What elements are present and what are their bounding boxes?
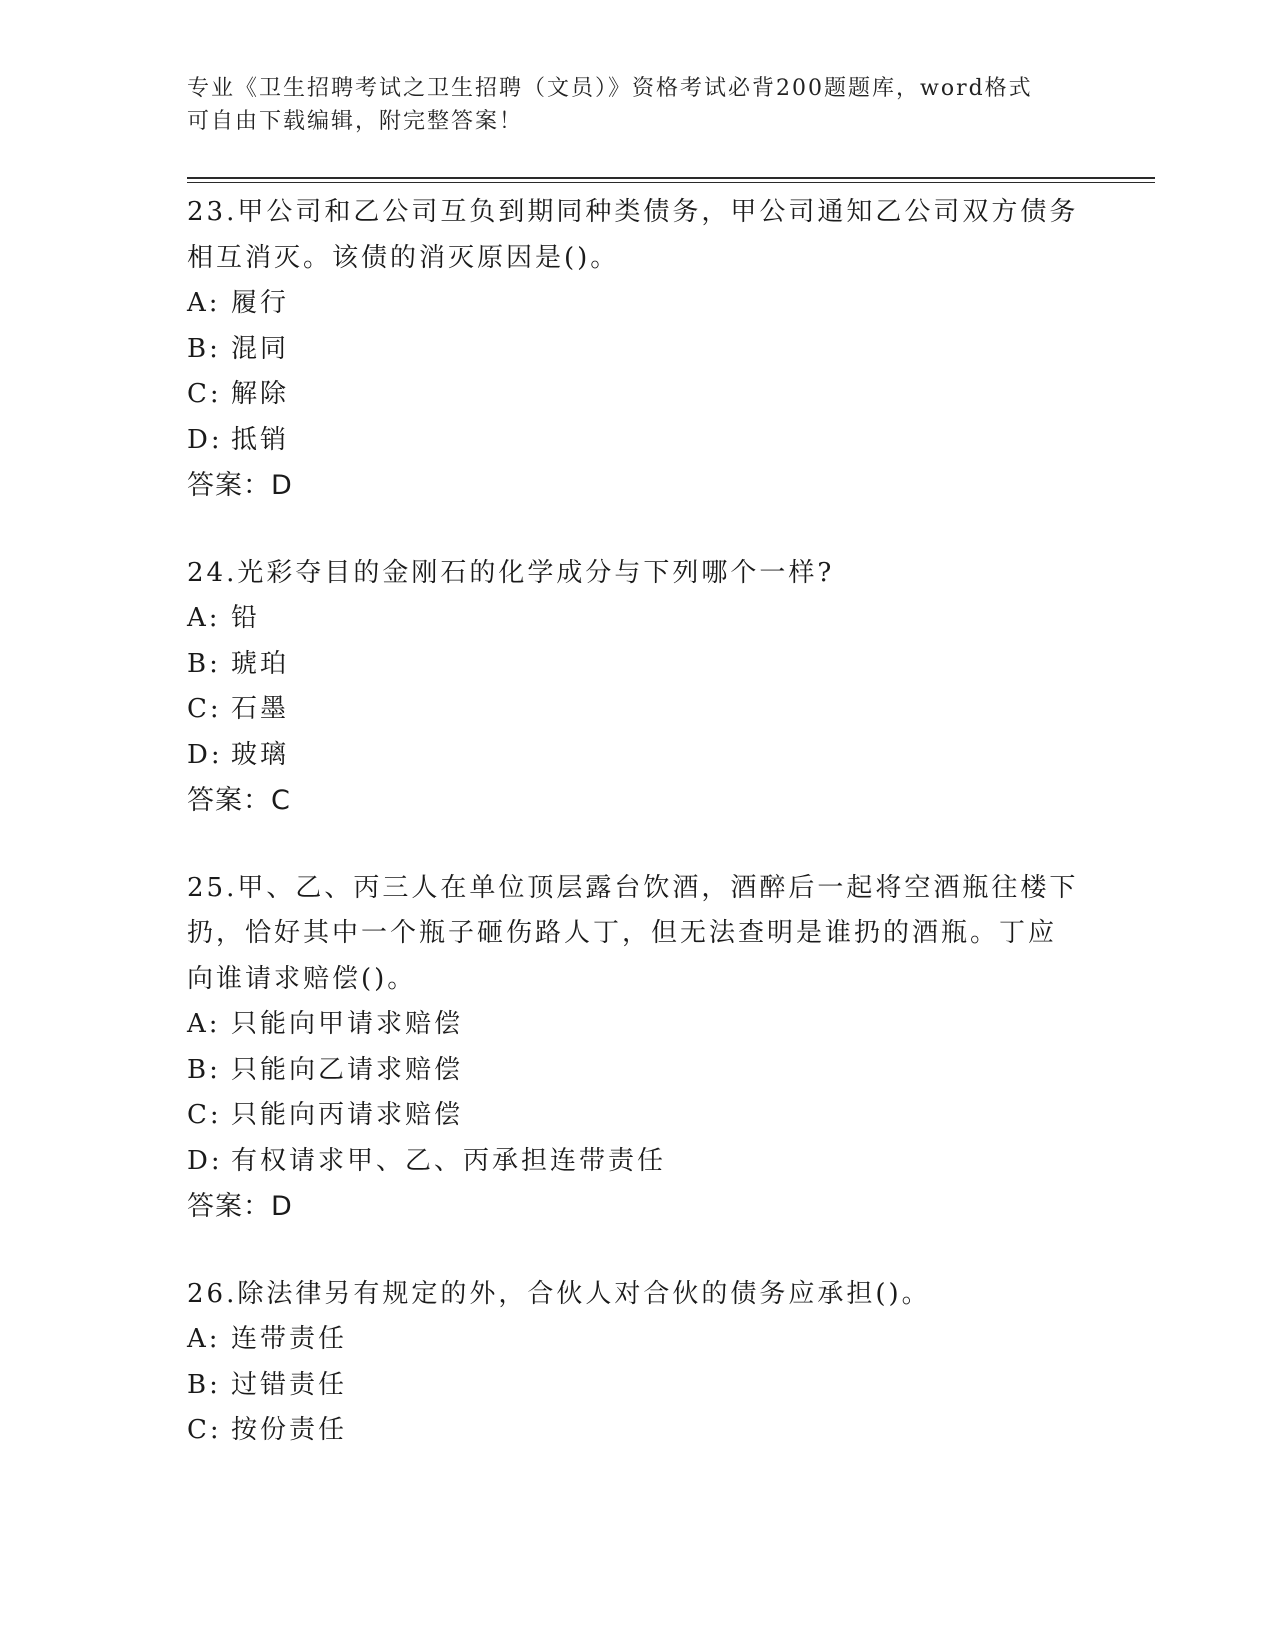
document-header — [187, 72, 1067, 138]
question-25 — [187, 866, 1087, 1230]
option-b — [187, 642, 1087, 688]
option-letter: B: — [187, 333, 221, 364]
option-text: 只能向丙请求赔偿 — [231, 1100, 464, 1130]
option-d — [187, 418, 1087, 464]
option-c — [187, 1093, 1087, 1139]
option-letter: B: — [187, 648, 221, 679]
option-c — [187, 687, 1087, 733]
question-stem: 23.甲公司和乙公司互负到期同种类债务，甲公司通知乙公司双方债务 — [187, 197, 1079, 227]
option-text: 铅 — [231, 603, 261, 633]
option-a — [187, 596, 1087, 642]
option-text: 只能向甲请求赔偿 — [231, 1009, 464, 1039]
option-d — [187, 1139, 1087, 1185]
option-letter: C: — [187, 1100, 222, 1130]
question-stem: 扔，恰好其中一个瓶子砸伤路人丁，但无法查明是谁扔的酒瓶。丁应 — [187, 918, 1058, 948]
option-text: 混同 — [231, 333, 290, 364]
option-letter: C: — [187, 1415, 222, 1445]
option-c — [187, 1408, 1087, 1454]
option-text: 有权请求甲、乙、丙承担连带责任 — [231, 1145, 667, 1176]
option-text: 琥珀 — [231, 648, 290, 679]
question-list — [187, 190, 1087, 1496]
option-b — [187, 327, 1087, 373]
question-stem: 向谁请求赔偿()。 — [187, 963, 417, 994]
option-text: 连带责任 — [231, 1324, 348, 1354]
option-letter: D: — [187, 739, 223, 770]
option-b — [187, 1363, 1087, 1409]
option-letter: C: — [187, 694, 222, 724]
option-a — [187, 1317, 1087, 1363]
option-text: 解除 — [231, 379, 290, 409]
answer-text: 答案：C — [187, 785, 291, 816]
option-letter: B: — [187, 1369, 221, 1400]
question-stem: 相互消灭。该债的消灭原因是()。 — [187, 242, 620, 273]
question-stem: 26.除法律另有规定的外，合伙人对合伙的债务应承担()。 — [187, 1278, 931, 1309]
question-stem: 24.光彩夺目的金刚石的化学成分与下列哪个一样? — [187, 557, 835, 588]
question-26 — [187, 1272, 1087, 1454]
question-23 — [187, 190, 1087, 509]
option-d — [187, 733, 1087, 779]
option-letter: D: — [187, 1145, 223, 1176]
option-text: 按份责任 — [231, 1415, 348, 1445]
option-letter: B: — [187, 1054, 221, 1085]
option-letter: A: — [187, 603, 221, 633]
question-stem: 25.甲、乙、丙三人在单位顶层露台饮酒，酒醉后一起将空酒瓶往楼下 — [187, 872, 1079, 903]
option-letter: D: — [187, 424, 223, 455]
option-b — [187, 1048, 1087, 1094]
option-text: 过错责任 — [231, 1369, 348, 1400]
option-text: 履行 — [231, 288, 290, 318]
answer-text: 答案：D — [187, 1191, 293, 1222]
option-letter: A: — [187, 1009, 221, 1039]
answer-text: 答案：D — [187, 470, 293, 501]
option-letter: A: — [187, 1324, 221, 1354]
option-letter: C: — [187, 379, 222, 409]
header-line-1: 专业《卫生招聘考试之卫生招聘（文员）》资格考试必背200题题库，word格式 — [187, 76, 1033, 101]
option-a — [187, 1002, 1087, 1048]
option-text: 石墨 — [231, 694, 290, 724]
option-c — [187, 372, 1087, 418]
option-a — [187, 281, 1087, 327]
option-letter: A: — [187, 288, 221, 318]
question-24 — [187, 551, 1087, 824]
header-divider — [187, 177, 1155, 183]
option-text: 抵销 — [231, 424, 290, 455]
option-text: 玻璃 — [231, 739, 290, 770]
option-text: 只能向乙请求赔偿 — [231, 1054, 464, 1085]
header-line-2: 可自由下载编辑，附完整答案！ — [187, 109, 524, 134]
